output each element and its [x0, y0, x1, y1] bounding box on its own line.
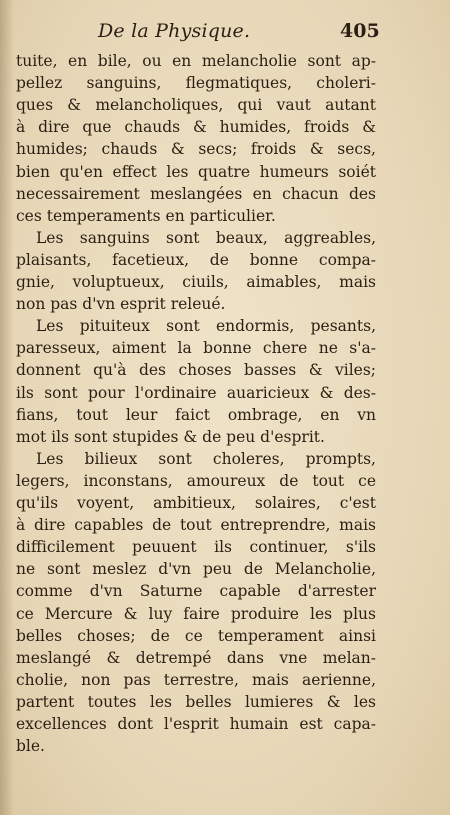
- text-line: ble.: [16, 737, 45, 756]
- text-line: non pas d'vn esprit releué.: [16, 295, 226, 314]
- text-line: Les sanguins sont beaux, aggreables,: [36, 228, 376, 247]
- text-line: legers, inconstans, amoureux de tout ce: [16, 471, 376, 490]
- text-line: ces temperaments en particulier.: [16, 206, 276, 225]
- page-header: [0, 20, 450, 46]
- text-line: tuite, en bile, ou en melancholie sont ap-: [16, 52, 376, 70]
- text-line: humides; chauds & secs; froids & secs,: [16, 140, 376, 159]
- page-number: 405: [340, 20, 380, 42]
- text-line: plaisants, facetieux, de bonne compa-: [16, 250, 376, 269]
- text-line: paresseux, aiment la bonne chere ne s'a-: [16, 339, 376, 358]
- text-line: ce Mercure & luy faire produire les plus: [16, 604, 376, 623]
- running-title: De la Physique.: [98, 20, 251, 42]
- text-line: bien qu'en effect les quatre humeurs soiét: [16, 162, 376, 181]
- text-line: pellez sanguins, flegmatiques, choleri-: [16, 74, 376, 93]
- text-line: ques & melancholiques, qui vaut autant: [16, 96, 376, 115]
- text-line: meslangé & detrempé dans vne melan-: [16, 648, 376, 667]
- gutter-shadow: [0, 0, 14, 815]
- text-line: excellences dont l'esprit humain est capa-: [16, 715, 376, 733]
- text-line: Les pituiteux sont endormis, pesants,: [36, 317, 376, 336]
- text-line: ne sont meslez d'vn peu de Melancholie,: [16, 560, 376, 579]
- text-line: partent toutes les belles lumieres & les: [16, 692, 376, 711]
- text-line: comme d'vn Saturne capable d'arrester: [16, 582, 376, 601]
- text-line: à dire que chauds & humides, froids &: [16, 118, 376, 137]
- text-line: belles choses; de ce temperament ainsi: [16, 626, 376, 645]
- text-line: Les bilieux sont choleres, prompts,: [36, 449, 376, 468]
- text-line: difficilement peuuent ils continuer, s'ils: [16, 538, 376, 557]
- text-line: donnent qu'à des choses basses & viles;: [16, 361, 376, 380]
- text-line: qu'ils voyent, ambitieux, solaires, c'est: [16, 494, 376, 512]
- text-line: fians, tout leur faict ombrage, en vn: [16, 405, 376, 424]
- text-line: cholie, non pas terrestre, mais aerienne,: [16, 670, 376, 689]
- text-line: ils sont pour l'ordinaire auaricieux & des-: [16, 383, 376, 402]
- text-line: gnie, voluptueux, ciuils, aimables, mais: [16, 273, 376, 291]
- text-line: à dire capables de tout entreprendre, mais: [16, 516, 376, 535]
- text-line: mot ils sont stupides & de peu d'esprit.: [16, 427, 325, 446]
- text-line: necessairement meslangées en chacun des: [16, 184, 376, 203]
